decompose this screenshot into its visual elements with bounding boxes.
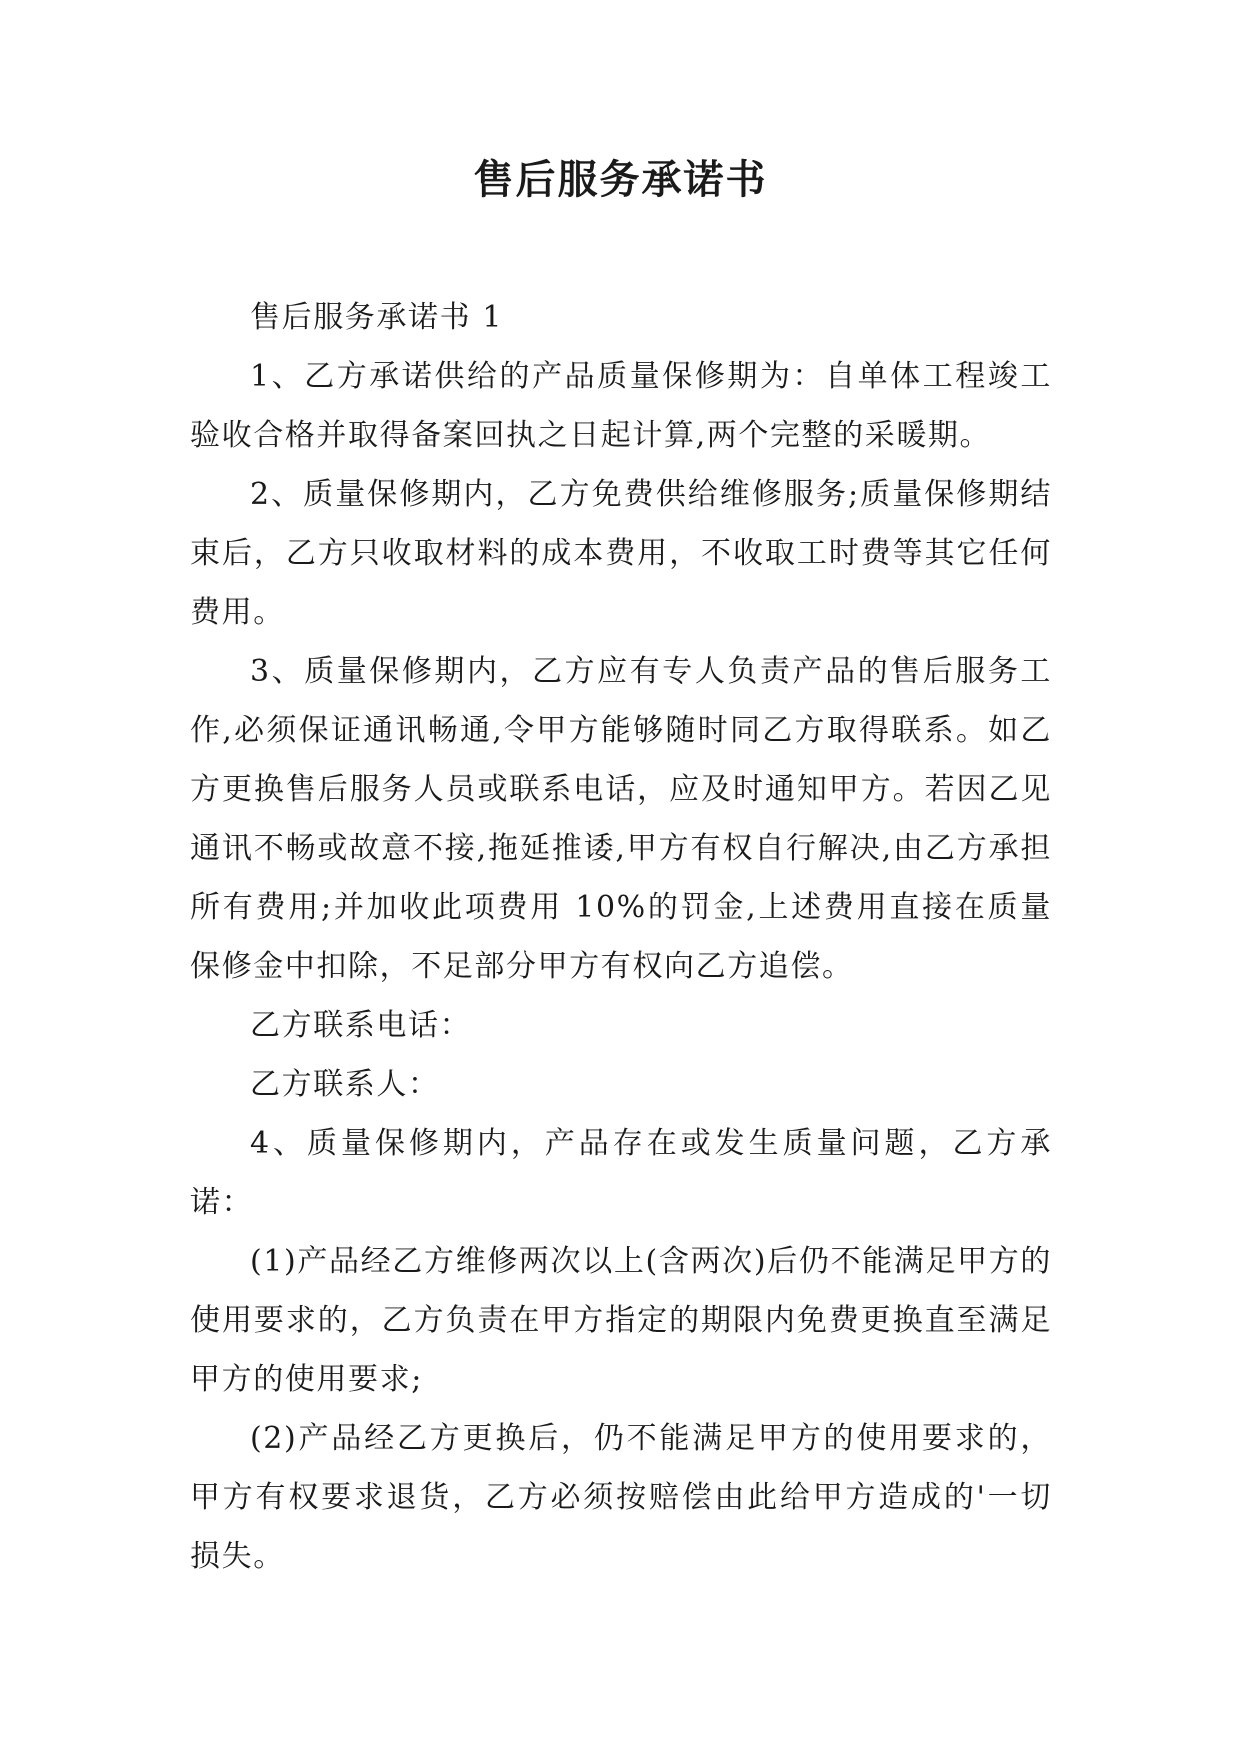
paragraph-clause-3: 3、质量保修期内，乙方应有专人负责产品的售后服务工作,必须保证通讯畅通,令甲方能够随时同乙方取得联系。如乙方更换售后服务人员或联系电话，应及时通知甲方。若因乙见通讯不畅或故意不接,拖延推诿,甲方有权自行解决,由乙方承担所有费用;并加收此项费用 10%的罚金,上述费用直接在质量保修金中扣除，不足部分甲方有权向乙方追偿。 (190, 654, 1052, 984)
paragraph-clause-2: 2、质量保修期内，乙方免费供给维修服务;质量保修期结束后，乙方只收取材料的成本费用，不收取工时费等其它任何费用。 (190, 477, 1052, 630)
paragraph-clause-1: 1、乙方承诺供给的产品质量保修期为：自单体工程竣工验收合格并取得备案回执之日起计算,两个完整的采暖期。 (190, 359, 1052, 453)
document-body (190, 288, 1052, 1586)
paragraph-clause-4: 4、质量保修期内，产品存在或发生质量问题，乙方承诺： (190, 1126, 1052, 1220)
document-title: 售后服务承诺书 (473, 156, 768, 203)
paragraph-subtitle: 售后服务承诺书 1 (250, 300, 504, 335)
paragraph-contact-phone: 乙方联系电话： (250, 1008, 472, 1043)
paragraph-clause-4-item-1: (1)产品经乙方维修两次以上(含两次)后仍不能满足甲方的使用要求的，乙方负责在甲方指定的期限内免费更换直至满足甲方的使用要求; (190, 1244, 1052, 1397)
paragraph-contact-person: 乙方联系人： (250, 1067, 440, 1102)
paragraph-clause-4-item-2: (2)产品经乙方更换后，仍不能满足甲方的使用要求的，甲方有权要求退货，乙方必须按赔偿由此给甲方造成的'一切损失。 (190, 1421, 1052, 1574)
